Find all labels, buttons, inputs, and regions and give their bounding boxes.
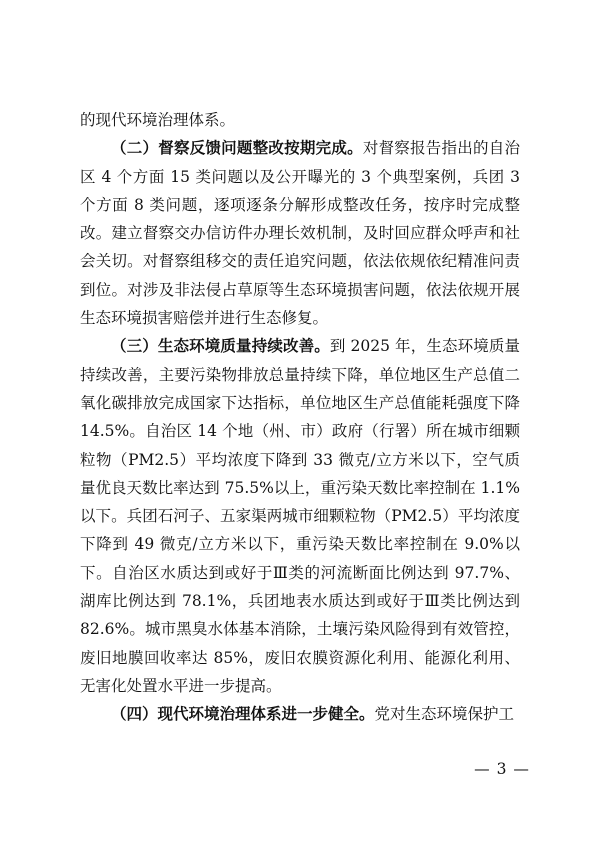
section-2-body: 对督察报告指出的自治区 4 个方面 15 类问题以及公开曝光的 3 个典型案例，兵团 3 个方面 8 类问题，逐项逐条分解形成整改任务，按序时完成整改。建立督察交办信访件办理长效机制，及时回应群众呼声和社会关切。对督察组移交的责任追究问题，依法依规依纪精准问责到位。对涉及非法侵占草原等生态环境损害问题，依法依规开展生态环境损害赔偿并进行生态修复。 [80,139,520,328]
intro-line [80,106,520,134]
section-4-paragraph [80,700,520,728]
page-number: — 3 — [474,760,530,778]
document-body [80,106,520,729]
section-3-body: 到 2025 年，生态环境质量持续改善，主要污染物排放总量持续下降，单位地区生产总值二氧化碳排放完成国家下达指标，单位地区生产总值能耗强度下降 14.5%。自治区 14 个地（州、市）政府（行署）所在城市细颗粒物（PM2.5）平均浓度下降到 33 微克/立方米以下，空气质量优良天数比率达到 75.5%以上，重污染天数比率控制在 1.1%以下。兵团石河子、五家渠两城市细颗粒物（PM2.5）平均浓度下降到 49 微克/立方米以下，重污染天数比率控制在 9.0%以下。自治区水质达到或好于Ⅲ类的河流断面比例达到 97.7%、湖库比例达到 78.1%，兵团地表水质达到或好于Ⅲ类比例达到 82.6%。城市黑臭水体基本消除，土壤污染风险得到有效管控，废旧地膜回收率达 85%，废旧农膜资源化利用、能源化利用、无害化处置水平进一步提高。 [80,337,520,695]
section-3-paragraph [80,332,520,700]
section-2-heading: （二）督察反馈问题整改按期完成。 [111,138,363,158]
section-4-heading: （四）现代环境治理体系进一步健全。 [111,704,375,724]
intro-text: 的现代环境治理体系。 [80,111,236,129]
section-2-paragraph [80,134,520,332]
section-3-heading: （三）生态环境质量持续改善。 [111,336,330,356]
section-4-body: 党对生态环境保护工 [374,705,515,724]
